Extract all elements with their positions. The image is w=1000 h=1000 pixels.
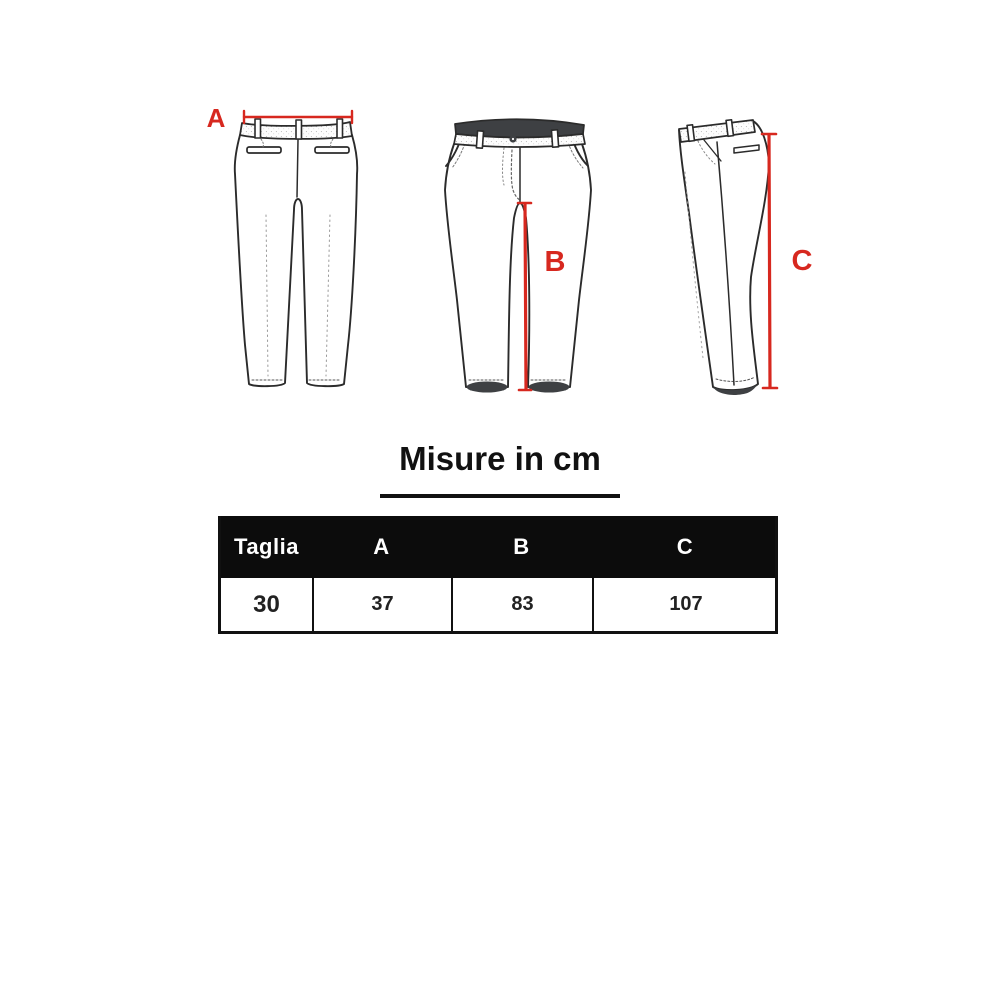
header-cell-taglia: Taglia: [234, 534, 299, 559]
header-cell-b: B: [513, 534, 530, 559]
back-view-drawing: [207, 103, 358, 386]
measure-label-a: A: [206, 103, 226, 133]
side-belt-loop-left: [687, 125, 694, 142]
value-cell-b: 83: [451, 578, 592, 631]
size-table-data-row: [221, 578, 775, 631]
page-title: Misure in cm: [399, 440, 601, 477]
title-block: [0, 440, 1000, 498]
back-belt-loop-center: [296, 120, 302, 139]
back-belt-loop-left: [255, 119, 261, 138]
size-table-header-row: [221, 516, 775, 578]
value-cell-a: 37: [312, 578, 451, 631]
front-belt-loop-left: [476, 131, 483, 148]
front-waistband-inner: [455, 119, 584, 137]
header-cell-a: A: [373, 534, 390, 559]
side-belt-loop-right: [726, 120, 733, 137]
front-left-hem-opening: [467, 382, 508, 393]
title-underline: [380, 494, 620, 498]
measure-label-c: C: [791, 245, 813, 277]
pants-technical-drawings: [0, 0, 1000, 430]
front-belt-loop-right: [551, 130, 558, 147]
front-right-hem-opening: [529, 382, 570, 393]
front-button-hole: [512, 138, 514, 140]
side-view-drawing: [679, 120, 813, 395]
back-pocket-left: [247, 147, 281, 153]
value-cell-c: 107: [592, 578, 778, 631]
value-cell-taglia: 30: [253, 590, 280, 618]
measure-label-b: B: [544, 246, 566, 278]
front-view-drawing: [445, 119, 591, 392]
back-pocket-right: [315, 147, 349, 153]
back-body-outline: [235, 135, 358, 386]
size-table: [218, 516, 778, 634]
side-body-outline: [679, 121, 769, 390]
back-belt-loop-right: [337, 119, 343, 138]
front-body-outline: [445, 144, 591, 387]
header-cell-c: C: [676, 534, 694, 559]
back-center-seam: [297, 140, 298, 197]
